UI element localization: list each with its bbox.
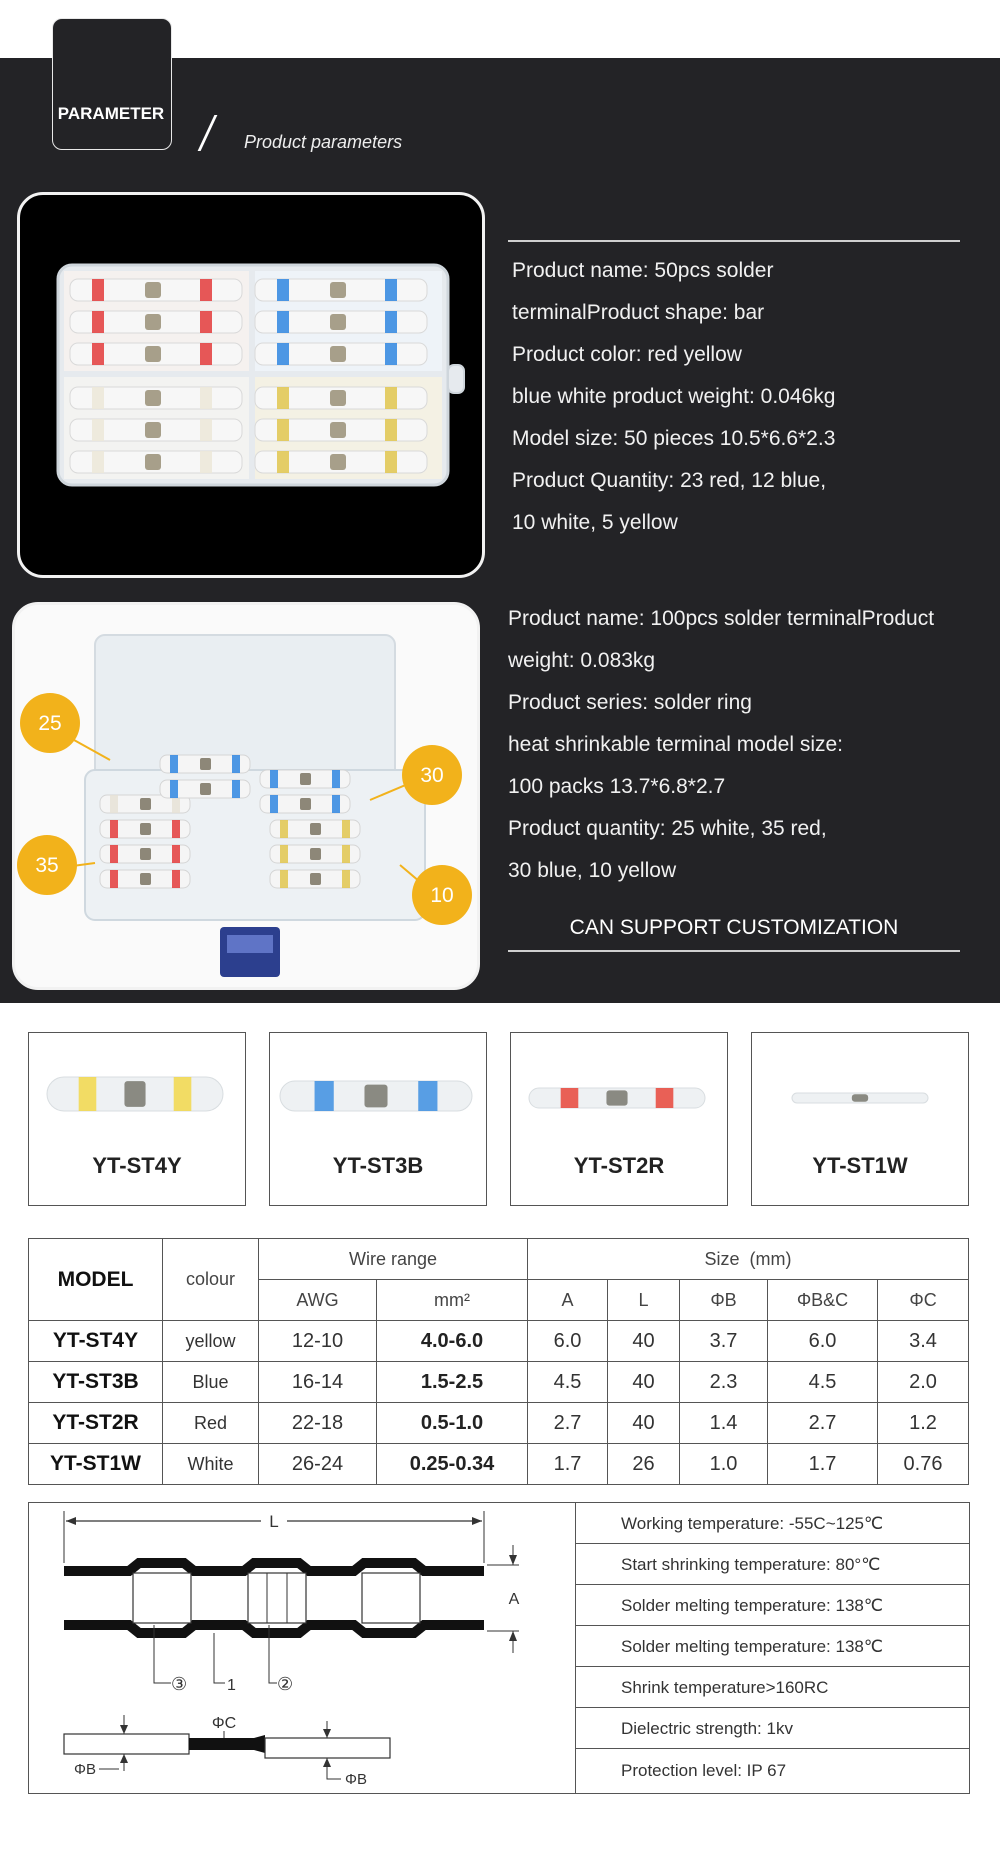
cell-phic: 1.2 xyxy=(878,1403,969,1444)
product-model: YT-ST2R xyxy=(573,1153,665,1178)
spec-line: weight: 0.083kg xyxy=(508,649,656,672)
spec-line: Product Quantity: 23 red, 12 blue, xyxy=(512,469,827,492)
label-a: A xyxy=(508,1591,520,1608)
divider-bottom xyxy=(508,950,960,952)
cell-phic: 2.0 xyxy=(878,1362,969,1403)
cell-a: 6.0 xyxy=(528,1321,608,1362)
header-wire-range: Wire range xyxy=(259,1239,528,1280)
cell-phib: 1.4 xyxy=(680,1403,768,1444)
property-row: Solder melting temperature: 138℃ xyxy=(576,1626,969,1667)
cell-model: YT-ST3B xyxy=(29,1362,163,1403)
cell-model: YT-ST1W xyxy=(29,1444,163,1485)
spec-line: 30 blue, 10 yellow xyxy=(508,859,677,882)
parameter-badge xyxy=(52,18,172,150)
spec-line: heat shrinkable terminal model size: xyxy=(508,733,843,756)
header-mm2: mm² xyxy=(377,1280,528,1321)
header-size-label: Size xyxy=(704,1248,740,1269)
cell-l: 26 xyxy=(608,1444,680,1485)
customization-note: CAN SUPPORT CUSTOMIZATION xyxy=(569,916,899,939)
parameter-badge-label: PARAMETER xyxy=(57,104,165,123)
cell-awg: 12-10 xyxy=(259,1321,377,1362)
dimension-panel xyxy=(28,1502,970,1794)
section-subtitle: Product parameters xyxy=(244,132,403,152)
spec-line: Product name: 100pcs solder terminalProduct xyxy=(508,607,935,630)
kit-100pcs-illustration xyxy=(15,605,477,987)
callout-10: 10 xyxy=(430,884,454,907)
product-model: YT-ST3B xyxy=(332,1153,424,1178)
cell-phibc: 6.0 xyxy=(768,1321,878,1362)
kit-50pcs-photo xyxy=(17,192,485,578)
product-card xyxy=(751,1032,969,1206)
product-card xyxy=(510,1032,728,1206)
cell-phibc: 2.7 xyxy=(768,1403,878,1444)
header-size xyxy=(528,1239,969,1280)
product-model: YT-ST4Y xyxy=(92,1153,182,1178)
kit-50pcs-illustration xyxy=(20,195,482,575)
label-phic: ΦC xyxy=(211,1715,237,1732)
property-row: Dielectric strength: 1kv xyxy=(576,1708,969,1749)
table-row xyxy=(29,1403,969,1444)
cell-colour: Blue xyxy=(163,1362,259,1403)
terminal-diagram xyxy=(29,1503,576,1793)
cell-colour: Red xyxy=(163,1403,259,1444)
terminal-image xyxy=(29,1033,245,1143)
cell-awg: 16-14 xyxy=(259,1362,377,1403)
cell-phic: 3.4 xyxy=(878,1321,969,1362)
spec-line: Product quantity: 25 white, 35 red, xyxy=(508,817,827,840)
label-phib-right: ΦB xyxy=(345,1771,367,1788)
header-model: MODEL xyxy=(29,1239,163,1321)
terminal-diagram-svg xyxy=(29,1503,575,1793)
spec-line: Product name: 50pcs solder xyxy=(512,259,774,282)
spec-line: Model size: 50 pieces 10.5*6.6*2.3 xyxy=(512,427,836,450)
callout-30: 30 xyxy=(420,764,444,787)
product-card xyxy=(269,1032,487,1206)
label-3: ③ xyxy=(171,1674,188,1694)
cell-mm2: 1.5-2.5 xyxy=(377,1362,528,1403)
cell-phibc: 1.7 xyxy=(768,1444,878,1485)
cell-colour: White xyxy=(163,1444,259,1485)
label-phib-left: ΦB xyxy=(74,1761,96,1778)
label-1: 1 xyxy=(227,1677,236,1694)
cell-phib: 2.3 xyxy=(680,1362,768,1403)
callout-25: 25 xyxy=(38,712,62,735)
cell-model: YT-ST2R xyxy=(29,1403,163,1444)
cell-colour: yellow xyxy=(163,1321,259,1362)
cell-awg: 22-18 xyxy=(259,1403,377,1444)
header-awg: AWG xyxy=(259,1280,377,1321)
label-l: L xyxy=(269,1512,279,1531)
header-phib: ΦB xyxy=(680,1280,768,1321)
spec-line: 100 packs 13.7*6.8*2.7 xyxy=(508,775,726,798)
table-row xyxy=(29,1362,969,1403)
cell-phic: 0.76 xyxy=(878,1444,969,1485)
cell-model: YT-ST4Y xyxy=(29,1321,163,1362)
property-row: Working temperature: -55C~125℃ xyxy=(576,1503,969,1544)
header-colour: colour xyxy=(163,1239,259,1321)
header-phic: ΦC xyxy=(878,1280,969,1321)
spec-line: Product series: solder ring xyxy=(508,691,752,714)
cell-phib: 1.0 xyxy=(680,1444,768,1485)
header-a: A xyxy=(528,1280,608,1321)
cell-a: 2.7 xyxy=(528,1403,608,1444)
cell-l: 40 xyxy=(608,1403,680,1444)
cell-a: 1.7 xyxy=(528,1444,608,1485)
divider-top xyxy=(508,240,960,242)
spec-line: Product color: red yellow xyxy=(512,343,742,366)
terminal-image xyxy=(511,1033,727,1143)
product-card xyxy=(28,1032,246,1206)
cell-l: 40 xyxy=(608,1321,680,1362)
label-2: ② xyxy=(277,1674,294,1694)
kit-50pcs-specs xyxy=(512,250,835,544)
terminal-image xyxy=(752,1033,968,1143)
product-model: YT-ST1W xyxy=(812,1153,908,1178)
table-row xyxy=(29,1321,969,1362)
cell-phib: 3.7 xyxy=(680,1321,768,1362)
property-row: Start shrinking temperature: 80°℃ xyxy=(576,1544,969,1585)
table-row xyxy=(29,1444,969,1485)
cell-l: 40 xyxy=(608,1362,680,1403)
kit-100pcs-specs xyxy=(508,598,934,892)
cell-awg: 26-24 xyxy=(259,1444,377,1485)
cell-mm2: 0.5-1.0 xyxy=(377,1403,528,1444)
header-l: L xyxy=(608,1280,680,1321)
property-row: Protection level: IP 67 xyxy=(621,1761,787,1780)
cell-phibc: 4.5 xyxy=(768,1362,878,1403)
cell-mm2: 0.25-0.34 xyxy=(377,1444,528,1485)
spec-line: 10 white, 5 yellow xyxy=(512,511,678,534)
spec-line: terminalProduct shape: bar xyxy=(512,301,765,324)
kit-100pcs-photo xyxy=(12,602,480,990)
callout-35: 35 xyxy=(35,854,59,877)
property-row: Shrink temperature>160RC xyxy=(576,1667,969,1708)
header-phibc: ΦB&C xyxy=(768,1280,878,1321)
spec-table xyxy=(28,1238,969,1485)
header-size-unit: (mm) xyxy=(749,1248,792,1269)
spec-line: blue white product weight: 0.046kg xyxy=(512,385,836,408)
terminal-image xyxy=(270,1033,486,1143)
cell-a: 4.5 xyxy=(528,1362,608,1403)
property-row: Solder melting temperature: 138℃ xyxy=(576,1585,969,1626)
cell-mm2: 4.0-6.0 xyxy=(377,1321,528,1362)
